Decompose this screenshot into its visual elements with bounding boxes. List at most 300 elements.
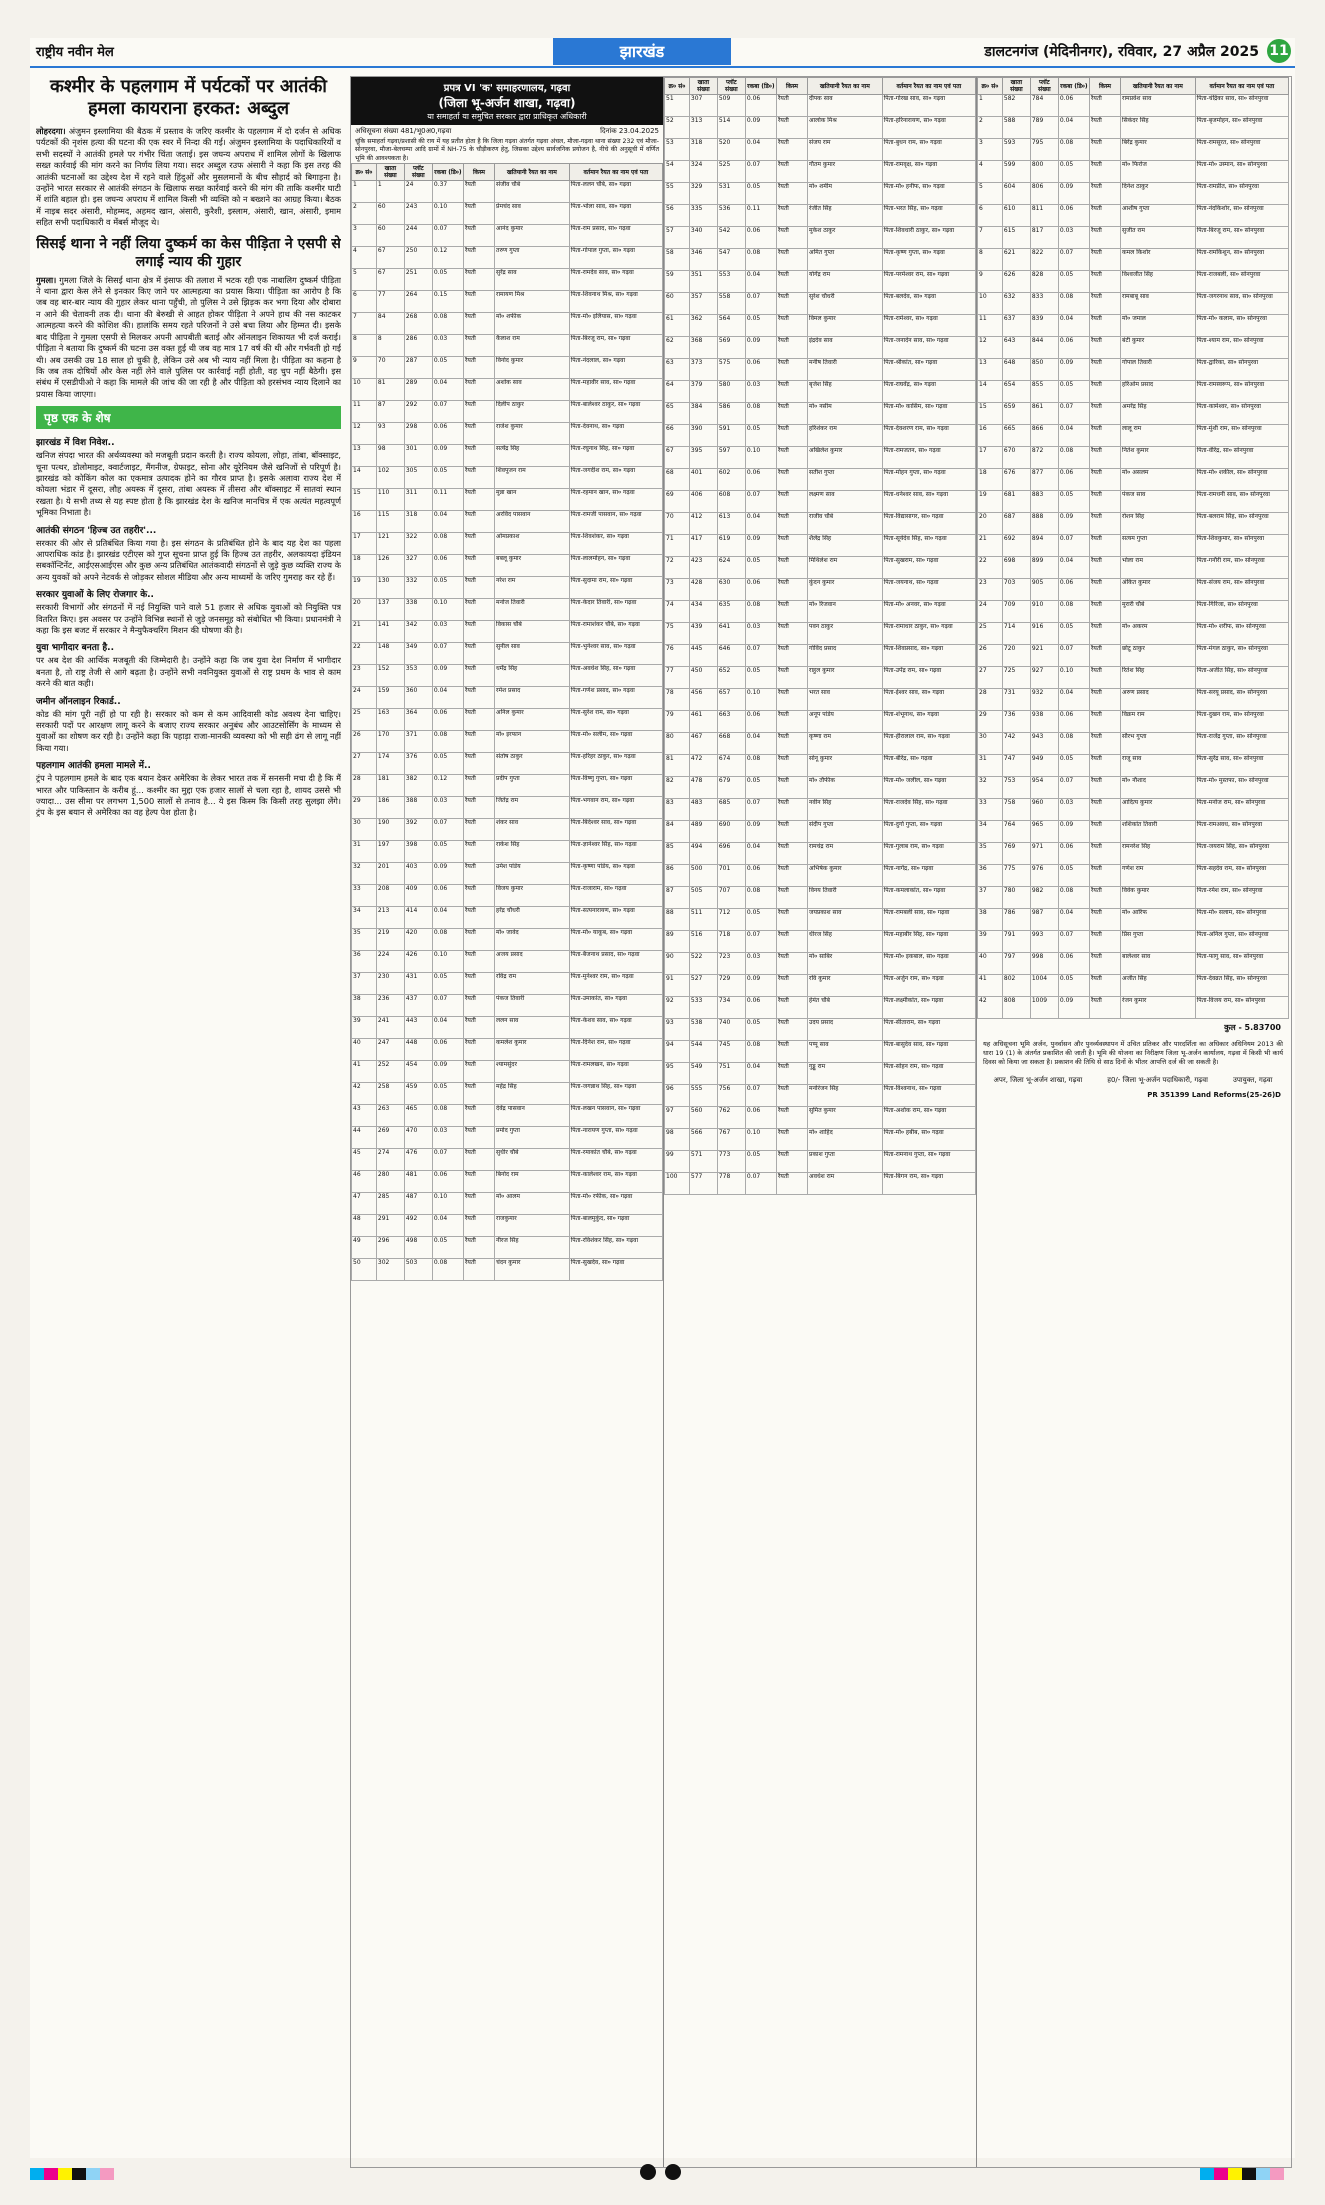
- table-cell: रैयती: [463, 445, 494, 467]
- table-cell: पिता-मो० शकील, सा० सोनपुरवा: [1195, 469, 1288, 491]
- table-cell: पिता-राजदेव सिंह, सा० गढ़वा: [882, 799, 975, 821]
- table-row: [352, 379, 663, 401]
- table-cell: 3: [352, 225, 377, 247]
- table-cell: 0.07: [1058, 777, 1089, 799]
- table-cell: 373: [689, 359, 717, 381]
- table-cell: 718: [717, 931, 745, 953]
- table-row: [665, 799, 976, 821]
- table-cell: 52: [665, 117, 690, 139]
- table-row: [352, 225, 663, 247]
- table-row: [665, 1107, 976, 1129]
- table-row: [978, 183, 1289, 205]
- table-cell: 97: [665, 1107, 690, 1129]
- table-cell: 802: [1002, 975, 1030, 997]
- table-cell: पिता-रामप्रीत, सा० सोनपुरवा: [1195, 183, 1288, 205]
- table-cell: 0.03: [1058, 799, 1089, 821]
- table-cell: पिता-मो० हबीब, सा० गढ़वा: [882, 1129, 975, 1151]
- table-cell: रैयती: [1089, 623, 1120, 645]
- table-cell: 701: [717, 865, 745, 887]
- table-cell: पिता-मो० जलील, सा० गढ़वा: [882, 777, 975, 799]
- table-cell: पिता-रामाशंकर चौबे, सा० गढ़वा: [569, 621, 662, 643]
- table-cell: 608: [717, 491, 745, 513]
- table-cell: रैयती: [1089, 975, 1120, 997]
- table-cell: रैयती: [1089, 865, 1120, 887]
- table-cell: 121: [376, 533, 404, 555]
- table-cell: रैयती: [776, 777, 807, 799]
- table-cell: 0.08: [432, 1105, 463, 1127]
- table-cell: 0.07: [1058, 249, 1089, 271]
- table-cell: 46: [352, 1171, 377, 1193]
- table-cell: रैयती: [463, 1237, 494, 1259]
- table-cell: सत्यम गुप्ता: [1121, 535, 1196, 557]
- table-cell: 110: [376, 489, 404, 511]
- table-cell: 0.07: [432, 225, 463, 247]
- table-cell: 0.04: [745, 139, 776, 161]
- table-cell: 0.11: [745, 205, 776, 227]
- table-cell: इंद्रदेव साव: [808, 337, 883, 359]
- table-cell: 806: [1030, 183, 1058, 205]
- signature-1: अपर, जिला भू-अर्जन शाखा, गढ़वा: [993, 1076, 1083, 1084]
- table-cell: 392: [404, 819, 432, 841]
- table-cell: 742: [1002, 733, 1030, 755]
- table-cell: 88: [665, 909, 690, 931]
- table-cell: 92: [665, 997, 690, 1019]
- table-cell: 0.04: [432, 907, 463, 929]
- table-row: [352, 357, 663, 379]
- table-cell: पिता-गनौरी राम, सा० सोनपुरवा: [1195, 557, 1288, 579]
- table-cell: पिता-लक्ष्मीकांत, सा० गढ़वा: [882, 997, 975, 1019]
- table-cell: 0.04: [745, 513, 776, 535]
- table-cell: 24: [404, 181, 432, 203]
- table-cell: 0.09: [432, 665, 463, 687]
- table-cell: 0.08: [1058, 733, 1089, 755]
- table-cell: पिता-ललन चौबे, सा० गढ़वा: [569, 181, 662, 203]
- table-cell: 533: [689, 997, 717, 1019]
- table-cell: रैयती: [1089, 491, 1120, 513]
- table-cell: 709: [1002, 601, 1030, 623]
- table-row: [978, 623, 1289, 645]
- table-row: [352, 247, 663, 269]
- table-cell: पिता-बिंदेश्वर साव, सा० गढ़वा: [569, 819, 662, 841]
- table-cell: 409: [404, 885, 432, 907]
- table-cell: चंदन कुमार: [495, 1259, 570, 1281]
- table-cell: पिता-मो० इकबाल, सा० गढ़वा: [882, 953, 975, 975]
- table-cell: 274: [376, 1149, 404, 1171]
- table-row: [352, 1259, 663, 1281]
- table-cell: 910: [1030, 601, 1058, 623]
- table-cell: रैयती: [463, 511, 494, 533]
- table-cell: पिता-श्याम राम, सा० सोनपुरवा: [1195, 337, 1288, 359]
- column-header: किस्म: [776, 78, 807, 95]
- table-cell: बिरेंद्र कुमार: [1121, 139, 1196, 161]
- table-row: [665, 293, 976, 315]
- table-cell: 3: [978, 139, 1003, 161]
- table-cell: रैयती: [776, 139, 807, 161]
- table-cell: पिता-जयराम सिंह, सा० सोनपुरवा: [1195, 843, 1288, 865]
- table-cell: 555: [689, 1085, 717, 1107]
- table-cell: बबलू कुमार: [495, 555, 570, 577]
- cont5-head: जमीन ऑनलाइन रिकार्ड..: [36, 696, 121, 707]
- table-cell: रैयती: [1089, 359, 1120, 381]
- table-cell: 536: [717, 205, 745, 227]
- table-cell: पिता-गोपाल गुप्ता, सा० गढ़वा: [569, 247, 662, 269]
- table-cell: 492: [404, 1215, 432, 1237]
- table-cell: 0.07: [1058, 645, 1089, 667]
- table-row: [978, 755, 1289, 777]
- table-row: [352, 291, 663, 313]
- table-cell: 0.09: [745, 117, 776, 139]
- table-row: [665, 733, 976, 755]
- table-cell: पिता-भरत सिंह, सा० गढ़वा: [882, 205, 975, 227]
- table-row: [978, 359, 1289, 381]
- table-cell: रैयती: [1089, 667, 1120, 689]
- table-cell: रैयती: [776, 227, 807, 249]
- table-cell: रामप्रवेश साव: [1121, 95, 1196, 117]
- table-cell: पिता-दिनेश राम, सा० गढ़वा: [569, 1039, 662, 1061]
- table-cell: रैयती: [1089, 117, 1120, 139]
- table-row: [352, 731, 663, 753]
- table-cell: रैयती: [463, 731, 494, 753]
- table-cell: 17: [978, 447, 1003, 469]
- table-row: [352, 775, 663, 797]
- table-cell: 414: [404, 907, 432, 929]
- table-cell: 0.03: [432, 335, 463, 357]
- table-cell: पिता-शिवशंकर, सा० गढ़वा: [569, 533, 662, 555]
- table-cell: 26: [978, 645, 1003, 667]
- table-cell: मुरारी चौबे: [1121, 601, 1196, 623]
- table-cell: रैयती: [463, 269, 494, 291]
- table-cell: 0.08: [1058, 139, 1089, 161]
- table-cell: 33: [352, 885, 377, 907]
- table-cell: 34: [978, 821, 1003, 843]
- table-cell: 564: [717, 315, 745, 337]
- table-cell: पिता-सरयू प्रसाद, सा० सोनपुरवा: [1195, 689, 1288, 711]
- table-cell: 0.04: [1058, 689, 1089, 711]
- table-cell: 758: [1002, 799, 1030, 821]
- story1-text: अंजुमन इस्लामिया की बैठक में प्रस्ताव के जरिए कश्मीर के पहलगाम में दो दर्जन से अधिक पर्यटकों की नृशंस हत्या की घटना की एक स्वर में निन्दा की गई। अंजुमन इस्लामिया के पदाधिकारियों व सभी सदस्यों ने आतंकी हमले पर गंभीर चिंता जताई। इस जघन्य अपराध में शामिल लोगों के खिलाफ सख्त कार्रवाई की मांग करने का निर्णय लिया गया। सदर अब्दुल रउफ अंसारी ने कहा कि इस तरह की आतंकी घटनाओं का उद्देश्य देश में रहने वाले हिंदुओं और मुसलमानों के बीच सौहार्द को बिगाड़ना है। उन्होंने भारत सरकार से आतंकी संगठन के खिलाफ सख्त कार्रवाई करने की मांग की ताकि कश्मीर घाटी में शांति बहाल हो। इस जघन्य अपराध में शामिल किसी भी व्यक्ति को न बख्शने का आग्रह किया। बैठक में नाइब सदर अंसारी, मोहम्मद, अहमद खान, अंसारी, कुरैशी, इस्लाम, अंसारी, खान, अंसारी, इमाम सहित सभी पदाधिकारी व मेंबर्स मौजूद थे।: [36, 126, 341, 228]
- column-header: रकबा (डि०): [1058, 78, 1089, 95]
- table-cell: पिता-महावीर साव, सा० गढ़वा: [569, 379, 662, 401]
- table-cell: पप्पू साव: [808, 1041, 883, 1063]
- table-cell: 5: [352, 269, 377, 291]
- table-cell: प्रिंस गुप्ता: [1121, 931, 1196, 953]
- table-cell: 42: [352, 1083, 377, 1105]
- table-row: [978, 447, 1289, 469]
- table-row: [352, 577, 663, 599]
- table-cell: 591: [717, 425, 745, 447]
- table-cell: 467: [689, 733, 717, 755]
- table-cell: पिता-रामकिशुन, सा० सोनपुरवा: [1195, 249, 1288, 271]
- table-cell: 31: [978, 755, 1003, 777]
- cont6-head: पहलगाम आतंकी हमला मामले में..: [36, 761, 151, 772]
- table-cell: पिता-नंदकिशोर, सा० सोनपुरवा: [1195, 205, 1288, 227]
- table-cell: 6: [352, 291, 377, 313]
- table-cell: 0.06: [1058, 337, 1089, 359]
- table-row: [352, 511, 663, 533]
- table-cell: 0.10: [745, 447, 776, 469]
- table-cell: मो० इरफान: [495, 731, 570, 753]
- table-cell: 43: [352, 1105, 377, 1127]
- table-row: [352, 1127, 663, 1149]
- table-cell: 505: [689, 887, 717, 909]
- table-cell: 19: [978, 491, 1003, 513]
- table-cell: 84: [665, 821, 690, 843]
- table-cell: 56: [665, 205, 690, 227]
- table-cell: 850: [1030, 359, 1058, 381]
- section-tab: झारखंड: [553, 38, 731, 65]
- table-cell: 431: [404, 973, 432, 995]
- table-cell: रैयती: [463, 181, 494, 203]
- table-cell: 905: [1030, 579, 1058, 601]
- table-cell: 23: [352, 665, 377, 687]
- table-cell: 30: [978, 733, 1003, 755]
- table-row: [352, 797, 663, 819]
- table-cell: 34: [352, 907, 377, 929]
- table-cell: 9: [978, 271, 1003, 293]
- table-cell: 412: [689, 513, 717, 535]
- table-cell: 0.11: [432, 489, 463, 511]
- table-cell: 4: [352, 247, 377, 269]
- table-cell: पिता-ईश्वर साव, सा० गढ़वा: [882, 689, 975, 711]
- table-cell: पिता-शंभूनाथ, सा० गढ़वा: [882, 711, 975, 733]
- table-cell: रैयती: [1089, 799, 1120, 821]
- table-cell: 0.03: [432, 1127, 463, 1149]
- table-cell: 349: [404, 643, 432, 665]
- table-cell: 13: [352, 445, 377, 467]
- table-cell: 921: [1030, 645, 1058, 667]
- table-cell: 0.04: [432, 511, 463, 533]
- table-cell: 542: [717, 227, 745, 249]
- table-cell: रैयती: [463, 599, 494, 621]
- table-cell: 762: [717, 1107, 745, 1129]
- table-cell: 665: [1002, 425, 1030, 447]
- table-row: [665, 315, 976, 337]
- table-cell: रैयती: [463, 555, 494, 577]
- table-cell: पिता-बृजमोहन, सा० सोनपुरवा: [1195, 117, 1288, 139]
- table-cell: मो० शमीम: [808, 183, 883, 205]
- table-cell: 459: [404, 1083, 432, 1105]
- table-cell: रैयती: [1089, 315, 1120, 337]
- table-cell: रैयती: [1089, 579, 1120, 601]
- table-cell: 426: [404, 951, 432, 973]
- table-cell: 0.05: [432, 841, 463, 863]
- table-cell: रैयती: [776, 205, 807, 227]
- table-cell: पिता-जगन्नाथ सिंह, सा० गढ़वा: [569, 1083, 662, 1105]
- table-cell: रैयती: [463, 819, 494, 841]
- table-cell: 0.04: [1058, 117, 1089, 139]
- table-cell: रैयती: [1089, 447, 1120, 469]
- table-cell: पिता-रामाधार ठाकुर, सा० गढ़वा: [882, 623, 975, 645]
- table-cell: रैयती: [463, 1017, 494, 1039]
- table-row: [665, 645, 976, 667]
- table-cell: 773: [717, 1151, 745, 1173]
- table-row: [352, 1171, 663, 1193]
- table-cell: 998: [1030, 953, 1058, 975]
- table-cell: अरुण प्रसाद: [1121, 689, 1196, 711]
- table-cell: पिता-दुर्गा गुप्ता, सा० गढ़वा: [882, 821, 975, 843]
- table-cell: 0.09: [1058, 821, 1089, 843]
- table-cell: 340: [689, 227, 717, 249]
- table-cell: रैयती: [463, 1127, 494, 1149]
- table-cell: 0.08: [432, 533, 463, 555]
- table-cell: धीरज सिंह: [808, 931, 883, 953]
- table-cell: 13: [978, 359, 1003, 381]
- table-cell: 311: [404, 489, 432, 511]
- table-cell: बंटी कुमार: [1121, 337, 1196, 359]
- table-cell: 115: [376, 511, 404, 533]
- table-cell: पिता-नारायण गुप्ता, सा० गढ़वा: [569, 1127, 662, 1149]
- table-cell: 26: [352, 731, 377, 753]
- table-cell: रैयती: [776, 469, 807, 491]
- table-cell: रैयती: [776, 931, 807, 953]
- table-cell: 0.08: [432, 313, 463, 335]
- table-cell: पिता-रामजतन, सा० गढ़वा: [882, 447, 975, 469]
- table-cell: पिता-सुखदेव, सा० गढ़वा: [569, 1259, 662, 1281]
- table-cell: 0.09: [745, 975, 776, 997]
- table-row: [665, 755, 976, 777]
- table-cell: पिता-सुखराम, सा० गढ़वा: [882, 557, 975, 579]
- table-cell: 280: [376, 1171, 404, 1193]
- table-cell: 0.04: [432, 379, 463, 401]
- table-cell: रैयती: [1089, 953, 1120, 975]
- table-cell: पिता-देवनाथ, सा० गढ़वा: [569, 423, 662, 445]
- table-cell: रैयती: [463, 401, 494, 423]
- table-cell: 0.05: [1058, 865, 1089, 887]
- table-cell: रैयती: [463, 247, 494, 269]
- table-row: [352, 1237, 663, 1259]
- column-header: किस्म: [1089, 78, 1120, 95]
- table-cell: पिता-राम प्रसाद, सा० गढ़वा: [569, 225, 662, 247]
- table-cell: 15: [978, 403, 1003, 425]
- table-cell: रैयती: [776, 667, 807, 689]
- table-row: [978, 689, 1289, 711]
- table-cell: 351: [689, 271, 717, 293]
- table-row: [978, 403, 1289, 425]
- table-cell: गणेश राम: [1121, 865, 1196, 887]
- table-cell: 0.09: [1058, 997, 1089, 1019]
- table-cell: रैयती: [1089, 271, 1120, 293]
- table-cell: 95: [665, 1063, 690, 1085]
- table-row: [352, 1149, 663, 1171]
- table-cell: अजय प्रसाद: [495, 951, 570, 973]
- table-cell: 70: [665, 513, 690, 535]
- table-cell: 322: [404, 533, 432, 555]
- table-cell: 0.05: [745, 777, 776, 799]
- table-row: [352, 203, 663, 225]
- table-cell: 0.03: [745, 623, 776, 645]
- table-row: [352, 1039, 663, 1061]
- table-cell: आनंद कुमार: [495, 225, 570, 247]
- table-cell: 769: [1002, 843, 1030, 865]
- table-cell: पिता-कमलाकांत, सा० गढ़वा: [882, 887, 975, 909]
- table-cell: गोविंद प्रसाद: [808, 645, 883, 667]
- table-cell: 0.06: [432, 423, 463, 445]
- table-row: [352, 753, 663, 775]
- table-cell: 483: [689, 799, 717, 821]
- table-cell: 0.08: [1058, 293, 1089, 315]
- table-row: [978, 513, 1289, 535]
- table-cell: 5: [978, 183, 1003, 205]
- table-cell: रैयती: [776, 293, 807, 315]
- table-cell: 558: [717, 293, 745, 315]
- table-row: [665, 601, 976, 623]
- table-cell: रैयती: [1089, 337, 1120, 359]
- table-cell: रैयती: [1089, 997, 1120, 1019]
- table-cell: पिता-भगवान राम, सा० गढ़वा: [569, 797, 662, 819]
- table-cell: पवन ठाकुर: [808, 623, 883, 645]
- table-cell: 0.06: [1058, 579, 1089, 601]
- table-cell: 641: [717, 623, 745, 645]
- table-cell: 654: [1002, 381, 1030, 403]
- table-cell: 0.07: [1058, 403, 1089, 425]
- table-cell: 676: [1002, 469, 1030, 491]
- table-cell: 80: [665, 733, 690, 755]
- table-cell: 76: [665, 645, 690, 667]
- table-cell: 593: [1002, 139, 1030, 161]
- table-cell: 756: [717, 1085, 745, 1107]
- table-cell: दीपक साव: [808, 95, 883, 117]
- table-cell: 855: [1030, 381, 1058, 403]
- table-cell: 364: [404, 709, 432, 731]
- table-cell: 236: [376, 995, 404, 1017]
- table-cell: 423: [689, 557, 717, 579]
- table-cell: पिता-केशव साव, सा० गढ़वा: [569, 1017, 662, 1039]
- table-cell: मनोरंजन सिंह: [808, 1085, 883, 1107]
- table-row: [665, 491, 976, 513]
- table-row: [665, 1151, 976, 1173]
- table-cell: अशोक साव: [495, 379, 570, 401]
- notice-title-line1: प्रपत्र VI 'क' समाहरणालय, गढ़वा: [443, 83, 571, 94]
- table-cell: 67: [376, 269, 404, 291]
- table-cell: 630: [717, 579, 745, 601]
- table-row: [978, 337, 1289, 359]
- table-cell: पिता-शिवकुमार, सा० सोनपुरवा: [1195, 535, 1288, 557]
- table-cell: पिता-मो० इलियास, सा० गढ़वा: [569, 313, 662, 335]
- table-cell: पिता-नंदलाल, सा० गढ़वा: [569, 357, 662, 379]
- table-cell: पिता-राजेंद्र गुप्ता, सा० सोनपुरवा: [1195, 733, 1288, 755]
- story1-place: लोहरदगा।: [36, 126, 66, 136]
- table-cell: 610: [1002, 205, 1030, 227]
- table-cell: 71: [665, 535, 690, 557]
- masthead: [30, 38, 1295, 66]
- table-cell: रैयती: [463, 951, 494, 973]
- table-cell: 833: [1030, 293, 1058, 315]
- table-cell: 597: [717, 447, 745, 469]
- table-cell: 525: [717, 161, 745, 183]
- table-cell: भरत साव: [808, 689, 883, 711]
- table-row: [978, 425, 1289, 447]
- notice-column-2: [664, 77, 977, 2167]
- table-cell: रैयती: [776, 1085, 807, 1107]
- table-cell: 698: [1002, 557, 1030, 579]
- table-cell: 0.04: [1058, 909, 1089, 931]
- column-header: रकबा (डि०): [432, 164, 463, 181]
- table-cell: रैयती: [776, 359, 807, 381]
- table-cell: पिता-बासुदेव साव, सा० गढ़वा: [882, 1041, 975, 1063]
- table-cell: 1009: [1030, 997, 1058, 1019]
- table-cell: पिता-राजबली, सा० सोनपुरवा: [1195, 271, 1288, 293]
- table-cell: 712: [717, 909, 745, 931]
- table-cell: पिता-शिवधारी ठाकुर, सा० गढ़वा: [882, 227, 975, 249]
- table-cell: पिता-मो० शरीफ, सा० सोनपुरवा: [1195, 623, 1288, 645]
- table-cell: पिता-रामअवध, सा० सोनपुरवा: [1195, 821, 1288, 843]
- table-cell: रैयती: [1089, 689, 1120, 711]
- masthead-rule: [30, 66, 1295, 68]
- table-cell: 938: [1030, 711, 1058, 733]
- cont2-body: सरकार की ओर से प्रतिबंधित किया गया है। इस संगठन के प्रतिबंधित होने के बाद यह देश का पहला आपराधिक कांड है। झारखंड एटीएस को गुप्त सूचना प्राप्त हुई कि हिज्ब उत तहरीर, अलकायदा इंडियन सबकॉन्टिनेंट, आईएसआईएस और कुछ अन्य प्रतिबंधित आतंकवादी संगठनों से जुड़े कुछ व्यक्ति राज्य के अन्य युवकों को अपने नेटवर्क से जोड़कर सोशल मीडिया और अन्य माध्यमों के जरिए गुमराह कर रहे हैं।: [36, 537, 341, 582]
- table-cell: रैयती: [1089, 733, 1120, 755]
- table-cell: पिता-मुंशी राम, सा० सोनपुरवा: [1195, 425, 1288, 447]
